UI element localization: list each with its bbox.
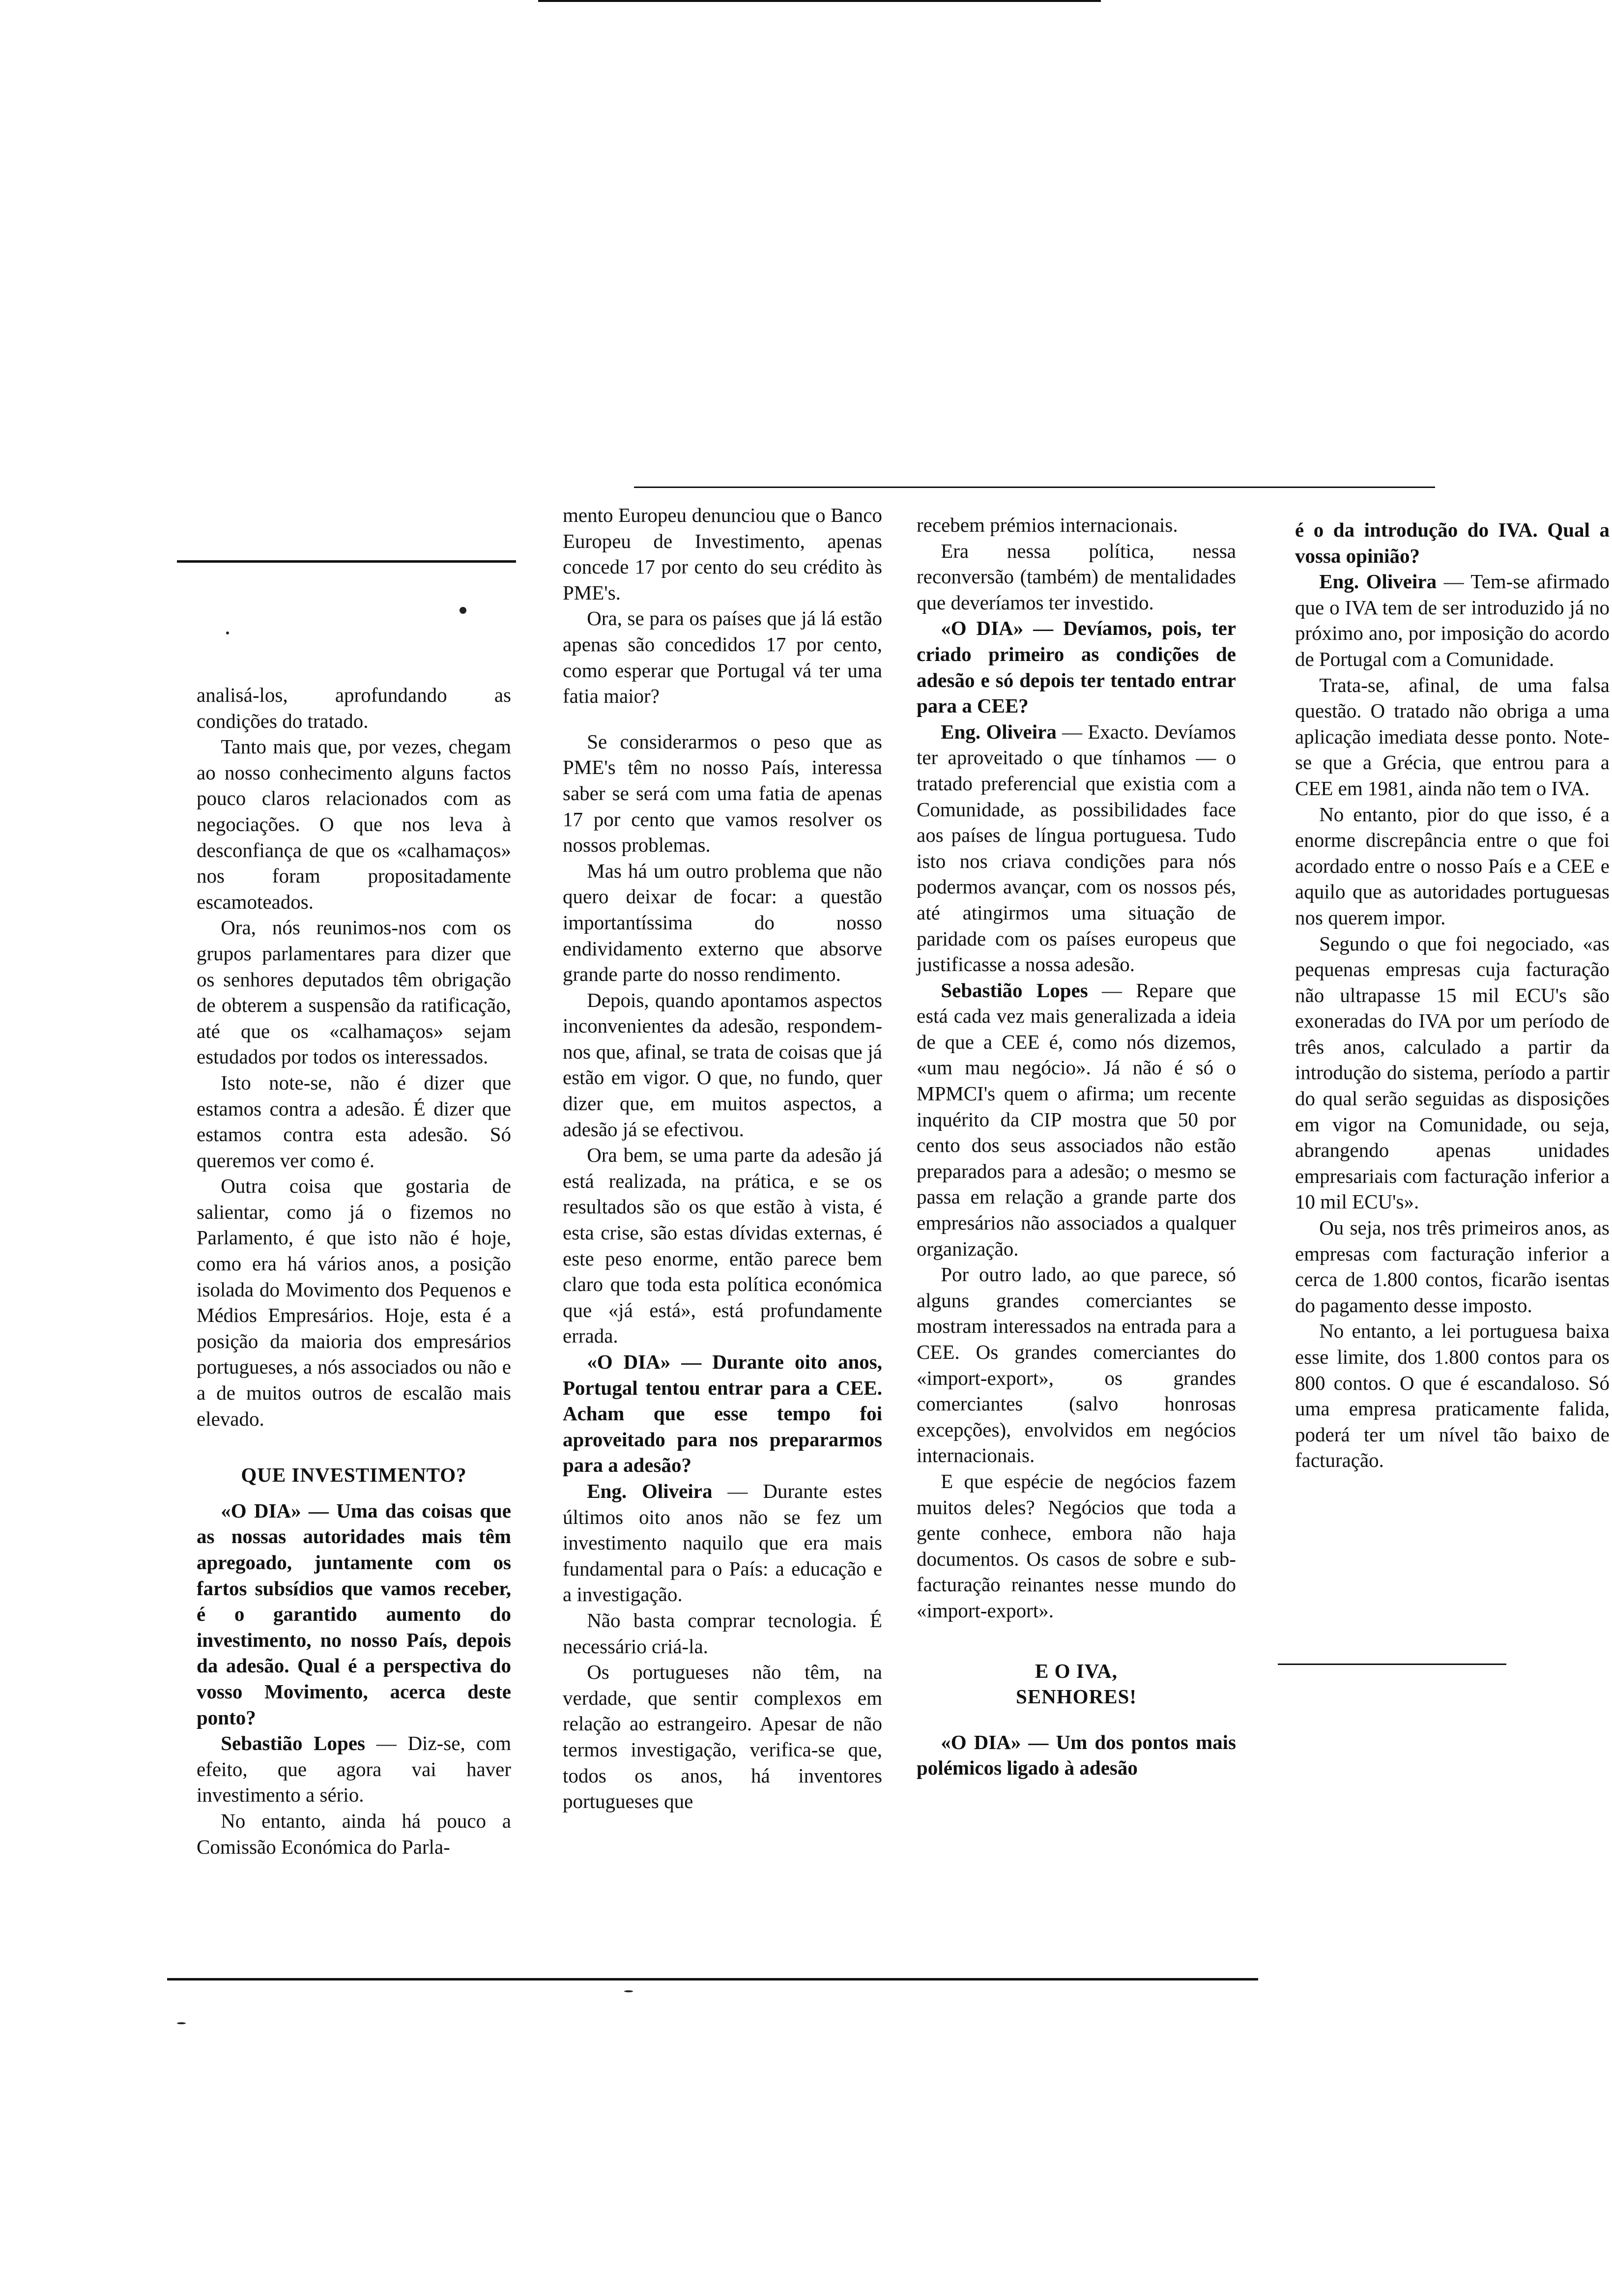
speaker-name: Sebastião Lopes [941, 978, 1088, 1002]
answer-text: — Exacto. Devíamos ter aproveitado o que tínhamos — o tratado preferencial que existia com a Comunidade, as possibilidades face aos países de língua portuguesa. Tudo isto nos criava condições para nós podermos avançar, com os nossos pés, até atingirmos uma situação de paridade com os países europeus que justificasse a nossa adesão. [917, 720, 1236, 976]
paragraph: Ora bem, se uma parte da adesão já está realizada, na prática, e se os resultados são os que estão à vista, é esta crise, são estas dívidas externas, é este peso enorme, então parece bem claro que toda esta política económica que «já está», está profundamente errada. [563, 1144, 882, 1348]
section-heading: QUE INVESTIMENTO? [241, 1464, 467, 1487]
answer-text: — Diz-se, com efeito, que agora vai haver investimento a sério. [197, 1732, 512, 1807]
paragraph: analisá-los, aprofundando as condições do tratado. [197, 684, 511, 732]
paragraph: No entanto, ainda há pouco a Comissão Económica do Parla- [197, 1809, 511, 1858]
scan-speck [226, 631, 229, 634]
interview-question: «O DIA» — Devíamos, pois, ter criado primeiro as condições de adesão e só depois ter tentado entrar para a CEE? [917, 617, 1236, 718]
bottom-rule [167, 1978, 1258, 1980]
interview-question: «O DIA» — Durante oito anos, Portugal tentou entrar para a CEE. Acham que esse tempo foi aproveitado para nos prepararmos para a adesão? [563, 1350, 882, 1477]
answer-text: — Durante estes últimos oito anos não se fez um investimento naquilo que era mais fundamental para o País: a educação e a investigação. [563, 1479, 883, 1606]
paragraph: Mas há um outro problema que não quero deixar de focar: a questão importantíssima do nosso endividamento externo que absorve grande parte do nosso rendimento. [563, 859, 882, 986]
answer-text: — Repare que está cada vez mais generalizada a ideia de que a CEE é, como nós dizemos, «um mau negócio». Já não é só o MPMCI's quem o afirma; um recente inquérito da CIP mostra que 50 por cento dos seus associados não estão preparados para a adesão; o mesmo se passa em relação a grande parte dos empresários não associados a qualquer organização. [917, 978, 1237, 1260]
paragraph: Era nessa política, nessa reconversão (também) de mentalidades que deveríamos ter investido. [917, 539, 1236, 614]
scan-speck [177, 2022, 186, 2024]
interview-question: «O DIA» — Uma das coisas que as nossas autoridades mais têm apregoado, juntamente com os fartos subsídios que vamos receber, é o garantido aumento do investimento, no nosso País, depois da adesão. Qual é a perspectiva do vosso Movimento, acerca deste ponto? [197, 1499, 511, 1729]
paragraph: Ora, nós reunimos-nos com os grupos parlamentares para dizer que os senhores deputados têm obrigação de obterem a suspensão da ratificação, até que os «calhamaços» sejam estudados por todos os interessados. [197, 916, 511, 1068]
interview-question: é o da introdução do IVA. Qual a vossa opinião? [1295, 518, 1610, 567]
col4-end-rule [1278, 1664, 1506, 1665]
paragraph: Não basta comprar tecnologia. É necessário criá-la. [563, 1608, 882, 1658]
paragraph: Outra coisa que gostaria de salientar, como já o fizemos no Parlamento, é que isto não é hoje, como era há vários anos, a posição isolada do Movimento dos Pequenos e Médios Empresários. Hoje, esta é a posição da maioria dos empresários portugueses, a nós associados ou não e a de muitos outros de escalão mais elevado. [197, 1175, 511, 1430]
section-top-rule [634, 487, 1435, 488]
paragraph: mento Europeu denunciou que o Banco Europeu de Investimento, apenas concede 17 por cento do seu crédito às PME's. [563, 504, 882, 604]
paragraph: No entanto, pior do que isso, é a enorme discrepância entre o que foi acordado entre o nosso País e a CEE e aquilo que as autoridades portuguesas nos querem impor. [1295, 803, 1610, 929]
section-heading: E O IVA, [1035, 1659, 1118, 1682]
top-border-rule [538, 0, 1101, 2]
speaker-name: Eng. Oliveira [587, 1479, 713, 1502]
paragraph: Ou seja, nos três primeiros anos, as empresas com facturação inferior a cerca de 1.800 contos, ficarão isentas do pagamento desse imposto. [1295, 1216, 1610, 1317]
speaker-name: Eng. Oliveira [941, 720, 1057, 743]
scan-speck [460, 607, 466, 614]
paragraph: Segundo o que foi negociado, «as pequenas empresas cuja facturação não ultrapasse 15 mil ECU's são exoneradas do IVA por um período de três anos, calculado a partir da introdução do sistema, período a partir do qual serão seguidas as disposições em vigor na Comunidade, ou seja, abrangendo apenas unidades empresariais com facturação inferior a 10 mil ECU's». [1295, 932, 1610, 1213]
speaker-name: Sebastião Lopes [221, 1732, 366, 1755]
article-column-4 [1295, 517, 1610, 1473]
paragraph: No entanto, a lei portuguesa baixa esse limite, dos 1.800 contos para os 800 contos. O que é escandaloso. Só uma empresa praticamente falida, poderá ter um nível tão baixo de facturação. [1295, 1320, 1610, 1472]
interview-question: «O DIA» — Um dos pontos mais polémicos ligado à adesão [917, 1730, 1236, 1779]
speaker-name: Eng. Oliveira [1319, 570, 1437, 593]
paragraph: Os portugueses não têm, na verdade, que sentir complexos em relação ao estrangeiro. Apesar de não termos investigação, verifica-se que, todos os anos, há inventores portugueses que [563, 1661, 882, 1813]
article-column-2 [563, 502, 882, 1814]
col1-top-rule [177, 560, 516, 563]
paragraph: Isto note-se, não é dizer que estamos contra a adesão. É dizer que estamos contra esta adesão. Só queremos ver como é. [197, 1071, 511, 1172]
article-column-1 [197, 682, 511, 1860]
paragraph: Depois, quando apontamos aspectos inconvenientes da adesão, respondem-nos que, afinal, se trata de coisas que já estão em vigor. O que, no fundo, quer dizer que, em muitos aspectos, a adesão já se efectivou. [563, 988, 882, 1141]
scan-speck [624, 1990, 633, 1992]
article-column-3 [917, 512, 1236, 1781]
paragraph: Trata-se, afinal, de uma falsa questão. O tratado não obriga a uma aplicação imediata desse ponto. Note-se que a Grécia, que entrou para a CEE em 1981, ainda não tem o IVA. [1295, 673, 1610, 800]
paragraph: Por outro lado, ao que parece, só alguns grandes comerciantes se mostram interessados na entrada para a CEE. Os grandes comerciantes do «import-export», os grandes comerciantes (salvo honrosas excepções), envolvidos em negócios internacionais. [917, 1263, 1236, 1467]
paragraph: Se considerarmos o peso que as PME's têm no nosso País, interessa saber se será com uma fatia de apenas 17 por cento que vamos resolver os nossos problemas. [563, 730, 882, 857]
paragraph: Ora, se para os países que já lá estão apenas são concedidos 17 por cento, como esperar que Portugal vá ter uma fatia maior? [563, 607, 882, 708]
paragraph: E que espécie de negócios fazem muitos deles? Negócios que toda a gente conhece, embora não haja documentos. Os casos de sobre e sub-facturação reinantes nesse mundo do «import-export». [917, 1469, 1236, 1622]
paragraph: recebem prémios internacionais. [917, 514, 1178, 536]
section-heading: SENHORES! [1016, 1685, 1137, 1708]
answer-text: — Tem-se afirmado que o IVA tem de ser introduzido já no próximo ano, por imposição do acordo de Portugal com a Comunidade. [1295, 570, 1610, 670]
paragraph: Tanto mais que, por vezes, chegam ao nosso conhecimento alguns factos pouco claros relacionados com as negociações. O que nos leva à desconfiança de que os «calhamaços» nos foram propositadamente escamoteados. [197, 735, 511, 913]
